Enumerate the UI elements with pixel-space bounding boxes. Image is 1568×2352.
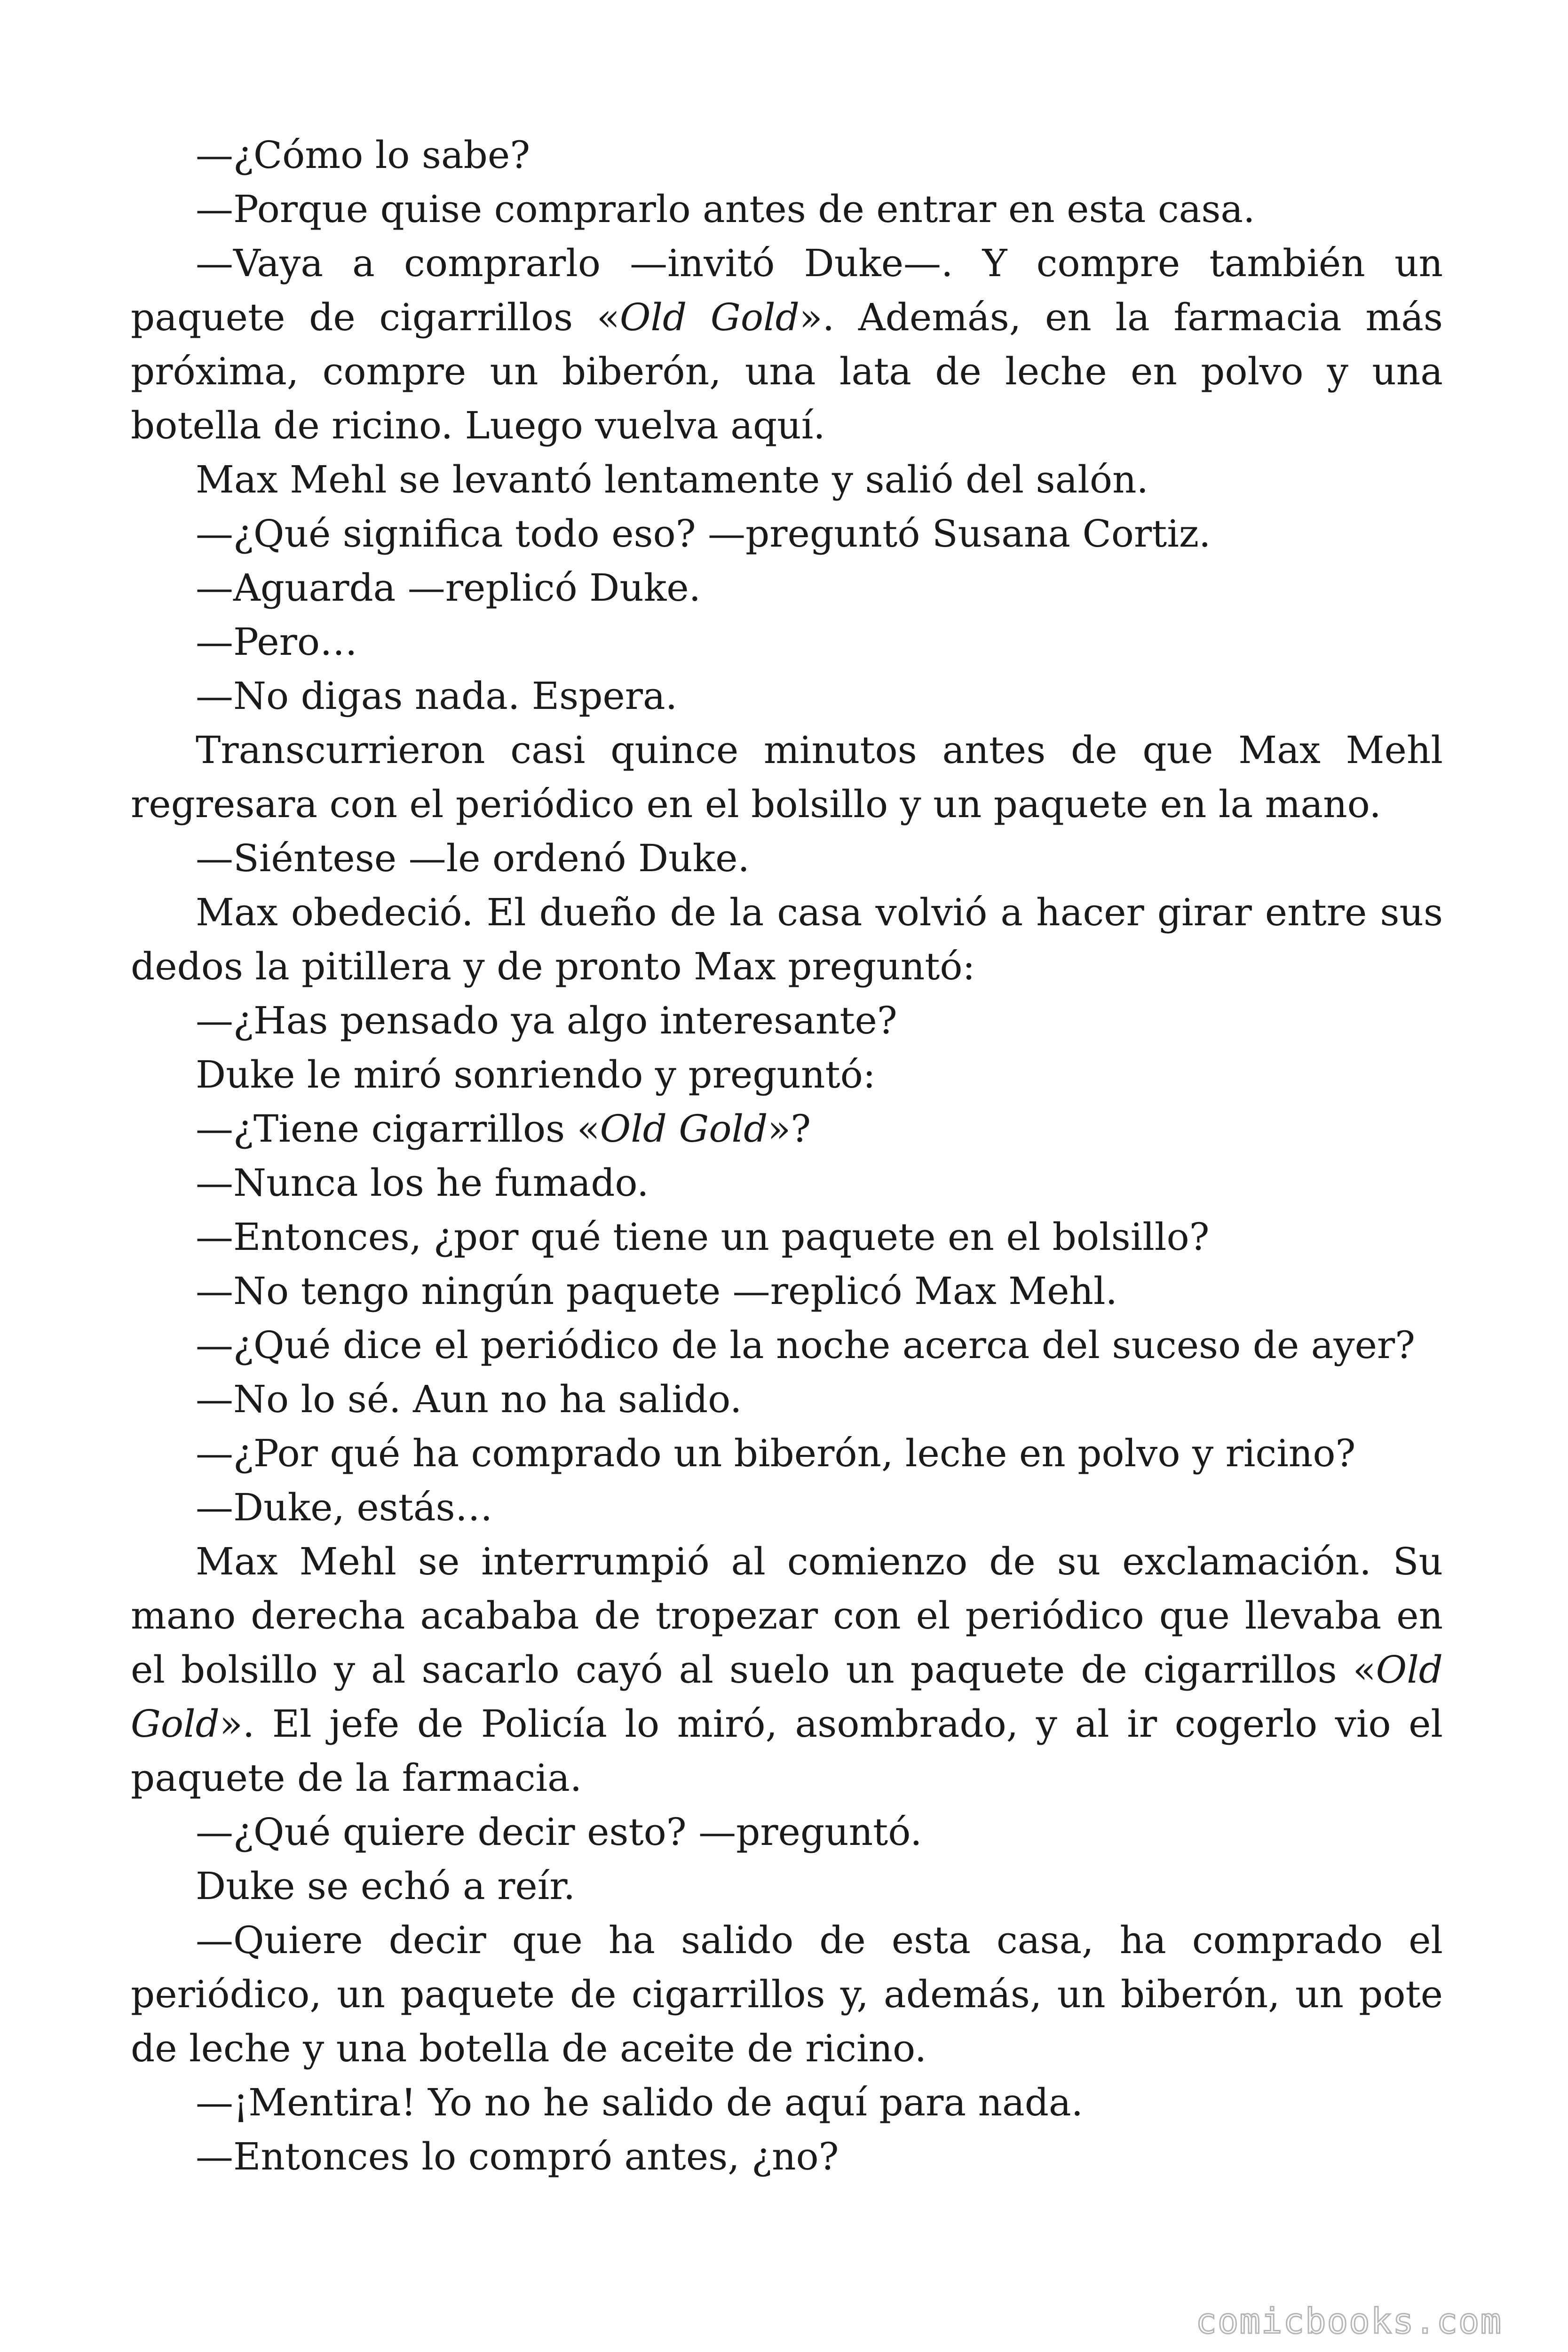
paragraph [131,1156,1443,1210]
text-run: —¿Has pensado ya algo interesante? [196,999,897,1042]
text-run: —¿Qué dice el periódico de la noche acerca del suceso de ayer? [196,1323,1416,1367]
paragraph [131,831,1443,885]
paragraph [131,561,1443,615]
text-run: —No lo sé. Aun no ha salido. [196,1377,742,1421]
italic-text: Old Gold [600,1107,768,1151]
paragraph [131,1805,1443,1859]
paragraph [131,453,1443,507]
paragraph [131,182,1443,236]
paragraph [131,1372,1443,1426]
text-run: —Pero… [196,620,357,664]
text-run: —Entonces, ¿por qué tiene un paquete en el bolsillo? [196,1215,1210,1259]
text-run: Max Mehl se interrumpió al comienzo de su exclamación. Su mano derecha acababa de tropezar con el periódico que llevaba en el bolsillo y al sacarlo cayó al suelo un paquete de cigarrillos « [131,1540,1443,1692]
text-run: ». Además, en la farmacia más próxima, compre un biberón, una lata de leche en polvo y una botella de ricino. Luego vuelva aquí. [131,295,1443,447]
paragraph [131,615,1443,669]
text-run: —¿Qué quiere decir esto? —preguntó. [196,1810,922,1854]
text-run: —Quiere decir que ha salido de esta casa, ha comprado el periódico, un paquete de cigarrillos y, además, un biberón, un pote de leche y una botella de aceite de ricino. [131,1918,1443,2070]
text-run: Transcurrieron casi quince minutos antes de que Max Mehl regresara con el periódico en el bolsillo y un paquete en la mano. [131,728,1443,826]
text-run: ». El jefe de Policía lo miró, asombrado, y al ir cogerlo vio el paquete de la farmacia. [131,1702,1443,1800]
text-run: —Entonces lo compró antes, ¿no? [196,2135,839,2178]
text-run: —¿Cómo lo sabe? [196,133,531,177]
italic-text: Old Gold [619,295,800,339]
watermark: comicbooks.com [1196,2301,1502,2342]
paragraph [131,128,1443,182]
text-run: —¿Tiene cigarrillos « [196,1107,600,1151]
paragraph [131,1210,1443,1264]
text-run: —Porque quise comprarlo antes de entrar en esta casa. [196,187,1255,231]
text-run: —Siéntese —le ordenó Duke. [196,836,750,880]
text-run: —No tengo ningún paquete —replicó Max Mehl. [196,1269,1117,1313]
body-text [131,128,1443,2184]
text-run: —¡Mentira! Yo no he salido de aquí para nada. [196,2081,1084,2124]
text-run: —No digas nada. Espera. [196,674,678,718]
paragraph [131,1859,1443,1913]
paragraph [131,885,1443,993]
text-run: Duke le miró sonriendo y preguntó: [196,1053,876,1097]
text-run: —Vaya a comprarlo —invitó Duke—. Y compre también un paquete de cigarrillos « [131,241,1443,339]
text-run: Max obedeció. El dueño de la casa volvió a hacer girar entre sus dedos la pitillera y de pronto Max preguntó: [131,890,1443,988]
paragraph [131,1318,1443,1372]
paragraph [131,1534,1443,1805]
text-run: —¿Por qué ha comprado un biberón, leche en polvo y ricino? [196,1431,1356,1475]
text-run: —Nunca los he fumado. [196,1161,649,1205]
text-run: —Aguarda —replicó Duke. [196,566,701,610]
italic-text: Old Gold [131,1648,1443,1746]
paragraph [131,1048,1443,1102]
paragraph [131,1480,1443,1534]
paragraph [131,1426,1443,1480]
paragraph [131,1913,1443,2075]
paragraph [131,669,1443,723]
paragraph [131,236,1443,453]
text-run: »? [768,1107,811,1151]
text-run: —Duke, estás… [196,1486,493,1529]
paragraph [131,507,1443,561]
paragraph [131,1102,1443,1156]
text-run: —¿Qué significa todo eso? —preguntó Susana Cortiz. [196,512,1211,556]
paragraph [131,723,1443,831]
paragraph [131,2075,1443,2130]
paragraph [131,993,1443,1048]
text-run: Duke se echó a reír. [196,1864,576,1908]
paragraph [131,2130,1443,2184]
paragraph [131,1264,1443,1318]
text-run: Max Mehl se levantó lentamente y salió del salón. [196,458,1148,501]
